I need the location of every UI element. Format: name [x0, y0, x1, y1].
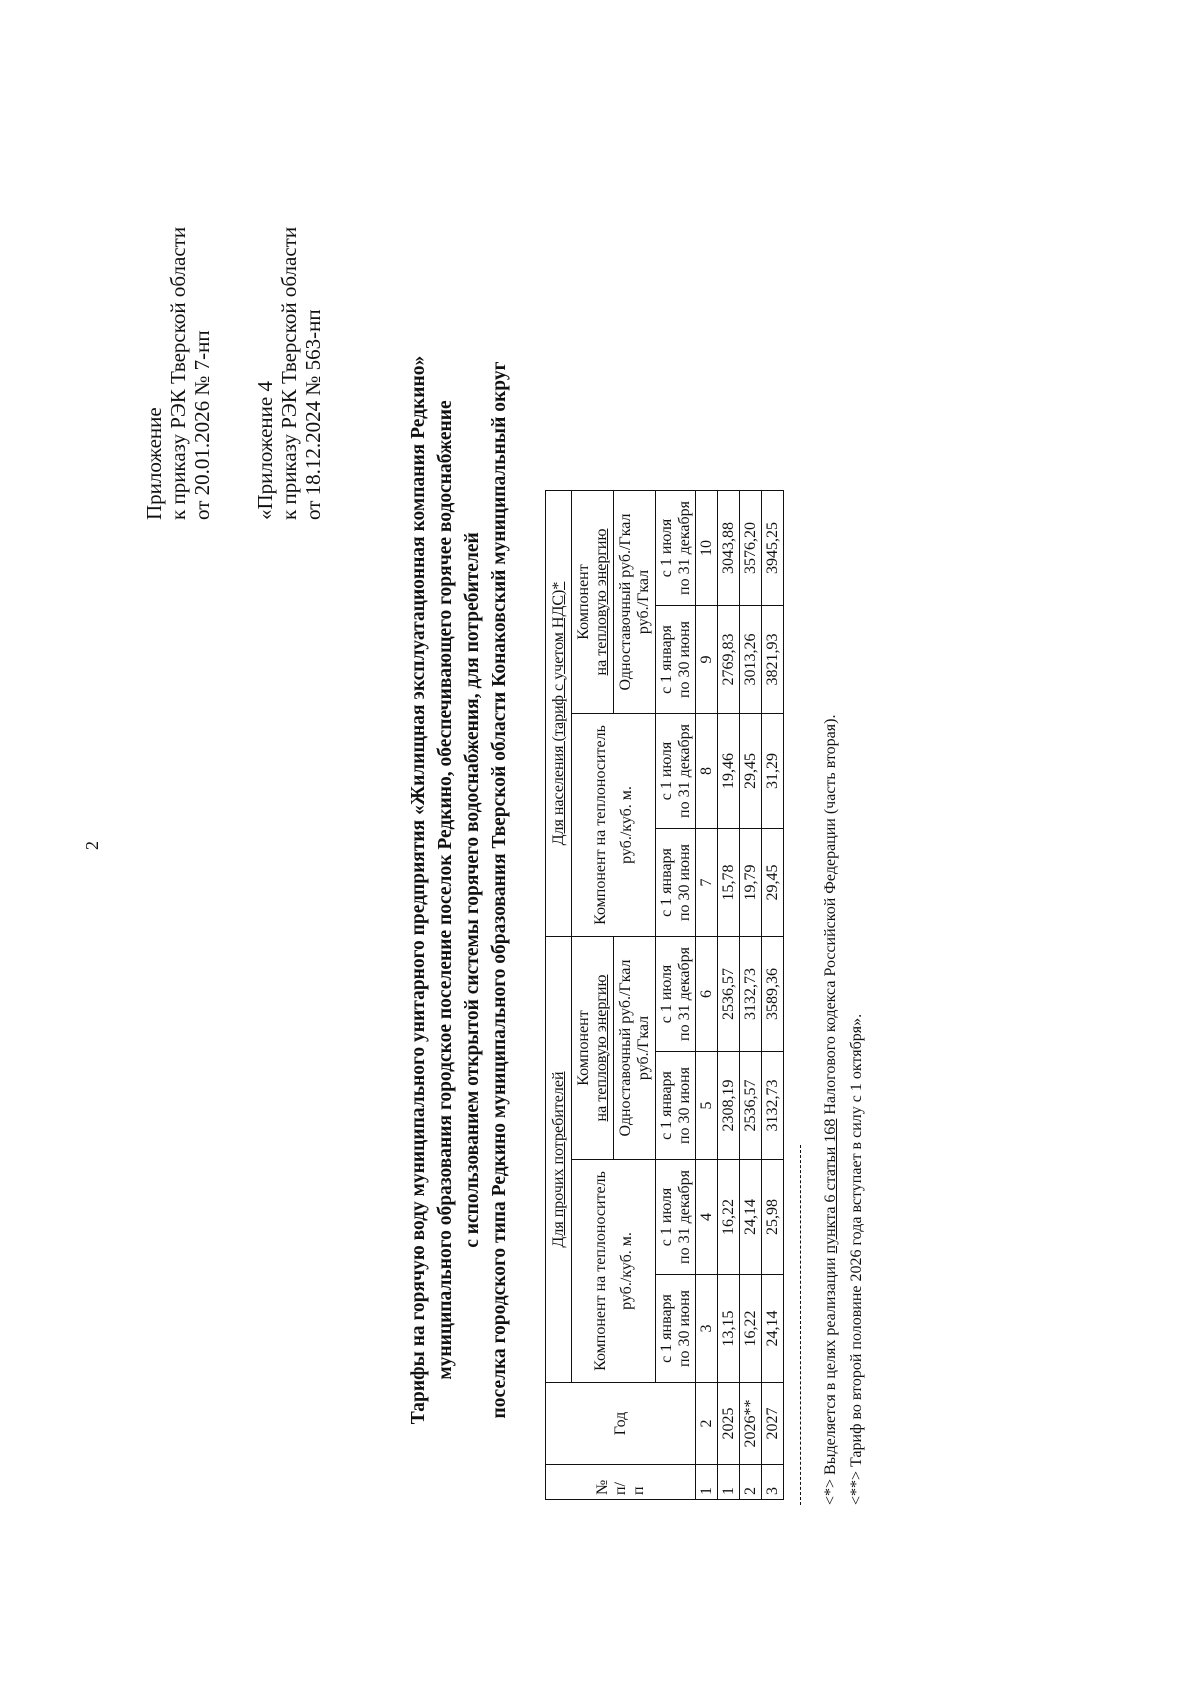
- tariff-table: [545, 490, 784, 1500]
- column-number: 6: [696, 937, 718, 1052]
- title-line: поселка городского типа Редкино муниципального образования Тверской области Конаковский муниципальный округ: [489, 361, 510, 1419]
- header-carrier-component: Компонент на теплоноситель руб./куб. м.: [572, 714, 656, 937]
- tariff-cell: 3589,36: [762, 937, 784, 1052]
- appendix-line: от 18.12.2024 № 563-нп: [301, 309, 325, 520]
- tariff-cell: 15,78: [718, 829, 740, 937]
- tariff-cell: 2536,57: [718, 937, 740, 1052]
- row-year: 2026**: [740, 1383, 762, 1465]
- header-carrier-component: Компонент на теплоноситель руб./куб. м.: [572, 1160, 656, 1383]
- appendix-line: «Приложение 4: [253, 381, 277, 520]
- tariff-cell: 3013,26: [740, 606, 762, 714]
- tariff-cell: 3821,93: [762, 606, 784, 714]
- tax-code-link[interactable]: пункта 6 статьи 168: [822, 1118, 839, 1254]
- title-line: муниципального образования городское поселение поселок Редкино, обеспечивающего горячее водоснабжение: [435, 400, 456, 1380]
- column-number: 5: [696, 1052, 718, 1160]
- row-number: 3: [762, 1465, 784, 1500]
- row-number: 2: [740, 1465, 762, 1500]
- footnote-2: <**> Тариф во второй половине 2026 года вступает в силу с 1 октября».: [848, 1013, 865, 1505]
- tariff-cell: 24,14: [740, 1160, 762, 1275]
- tariff-cell: 19,46: [718, 714, 740, 829]
- column-number-row: [696, 491, 718, 1500]
- tariff-cell: 3132,73: [762, 1052, 784, 1160]
- header-energy-component: Компонент на тепловую энергию: [572, 937, 614, 1160]
- header-year: Год: [546, 1383, 696, 1465]
- column-number: 10: [696, 491, 718, 606]
- footnotes: [818, 715, 870, 1505]
- row-year: 2025: [718, 1383, 740, 1465]
- header-energy-component: Компонент на тепловую энергию: [572, 491, 614, 714]
- tariff-cell: 13,15: [718, 1275, 740, 1383]
- tariff-cell: 2769,83: [718, 606, 740, 714]
- table-row: [762, 491, 784, 1500]
- column-number: 3: [696, 1275, 718, 1383]
- column-number: 9: [696, 606, 718, 714]
- tariff-cell: 2308,19: [718, 1052, 740, 1160]
- page-number: 2: [82, 841, 102, 850]
- row-number: 1: [718, 1465, 740, 1500]
- header-period-jan-jun: с 1 января по 30 июня: [656, 1052, 696, 1160]
- header-period-jan-jun: с 1 января по 30 июня: [656, 829, 696, 937]
- table-row: [718, 491, 740, 1500]
- appendix-4-header: [253, 227, 325, 520]
- column-number: 4: [696, 1160, 718, 1275]
- header-number: № п/ п: [546, 1465, 696, 1500]
- header-single-rate: Одноставочный руб./Гкал руб./Гкал: [614, 491, 656, 714]
- table-row: [740, 491, 762, 1500]
- title-line: с использованием открытой системы горячего водоснабжения, для потребителей: [462, 532, 483, 1248]
- column-number: 1: [696, 1465, 718, 1500]
- header-population: Для населения (тариф с учетом НДС)*: [546, 491, 572, 937]
- title-line: Тарифы на горячую воду муниципального унитарного предприятия «Жилищная эксплуатационная компания Редкино»: [408, 355, 429, 1425]
- document-title: [405, 230, 513, 1550]
- appendix-line: к приказу РЭК Тверской области: [277, 226, 301, 520]
- appendix-line: к приказу РЭК Тверской области: [166, 226, 190, 520]
- header-period-jul-dec: с 1 июля по 31 декабря: [656, 714, 696, 829]
- header-single-rate: Одноставочный руб./Гкал руб./Гкал: [614, 937, 656, 1160]
- tariff-cell: 24,14: [762, 1275, 784, 1383]
- column-number: 2: [696, 1383, 718, 1465]
- header-period-jan-jun: с 1 января по 30 июня: [656, 1275, 696, 1383]
- tariff-cell: 25,98: [762, 1160, 784, 1275]
- tariff-cell: 19,79: [740, 829, 762, 937]
- tariff-cell: 29,45: [762, 829, 784, 937]
- column-number: 8: [696, 714, 718, 829]
- tariff-cell: 31,29: [762, 714, 784, 829]
- appendix-line: от 20.01.2026 № 7-нп: [190, 330, 214, 520]
- tariff-cell: 16,22: [718, 1160, 740, 1275]
- tariff-cell: 2536,57: [740, 1052, 762, 1160]
- header-other-consumers: Для прочих потребителей: [546, 937, 572, 1383]
- tariff-cell: 3945,25: [762, 491, 784, 606]
- footnote-1: <*> Выделяется в целях реализации пункта 6 статьи 168 Налогового кодекса Российской Федерации (часть вторая).: [822, 714, 839, 1505]
- header-period-jan-jun: с 1 января по 30 июня: [656, 606, 696, 714]
- tariff-cell: 29,45: [740, 714, 762, 829]
- header-period-jul-dec: с 1 июля по 31 декабря: [656, 937, 696, 1052]
- header-period-jul-dec: с 1 июля по 31 декабря: [656, 491, 696, 606]
- tariff-cell: 3576,20: [740, 491, 762, 606]
- footnote-separator: [800, 1145, 801, 1505]
- appendix-header: [142, 227, 214, 520]
- appendix-line: Приложение: [142, 407, 166, 520]
- row-year: 2027: [762, 1383, 784, 1465]
- tariff-cell: 3132,73: [740, 937, 762, 1052]
- column-number: 7: [696, 829, 718, 937]
- header-period-jul-dec: с 1 июля по 31 декабря: [656, 1160, 696, 1275]
- tariff-cell: 16,22: [740, 1275, 762, 1383]
- tariff-cell: 3043,88: [718, 491, 740, 606]
